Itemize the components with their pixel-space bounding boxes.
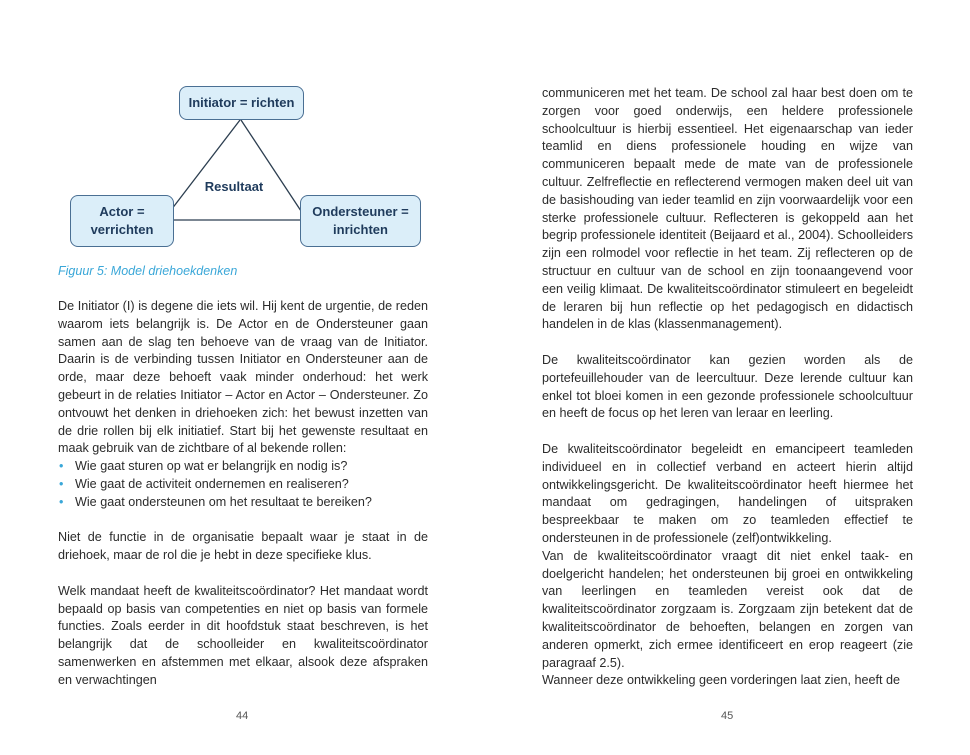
initiator-label: Initiator = richten	[188, 95, 295, 110]
left-paragraph-1: De Initiator (I) is degene die iets wil. Hij kent de urgentie, de reden waarom iets belangrijk is. De Actor en de Ondersteuner gaan samen aan de slag ten behoeve van de vraag van de Initiator. Daarin is de verbinding tussen Initiator en Ondersteuner aan de orde, maar deze behoeft vaak minder onderhoud: het werk gebeurt in de relaties Initiator – Actor en Actor – Ondersteuner. Zo ontvouwt het denken in driehoeken zich: het bewust inzetten van de drie rollen bij elk initiatief. Start bij het gewenste resultaat en maak gebruik van de zichtbare of al bekende rollen:	[58, 299, 428, 456]
list-item	[58, 458, 428, 476]
list-item-text: Wie gaat de activiteit ondernemen en realiseren?	[75, 476, 349, 491]
actor-node	[70, 195, 174, 247]
edge-initiator-ondersteuner	[241, 120, 303, 214]
bullet-icon: •	[59, 494, 64, 509]
ondersteuner-label-line2: inrichten	[333, 222, 388, 237]
right-paragraph-4: Van de kwaliteitscoördinator vraagt dit niet enkel taak- en doelgericht handelen; het ondersteunen bij groei en ontwikkeling van leerlingen en teamleden vereist ook dat de kwaliteitscoördinator zorgzaam is. Zorgzaam zijn betekent dat de kwaliteitscoördinator de behoeften, belangen en zorgen van anderen opmerkt, zich ermee identificeert en erop reageert (zie paragraaf 2.5).	[542, 548, 913, 670]
ondersteuner-node	[300, 195, 421, 247]
triangle-diagram	[0, 0, 485, 260]
list-item	[58, 494, 428, 512]
right-paragraph-1: communiceren met het team. De school zal haar best doen om te zorgen voor goed onderwijs, een heldere professionele schoolcultuur is hierbij essentieel. Het eigenaarschap van ieder teamlid en diens professionele houding en wijze van communiceren bepaalt mede de mate van de professionele cultuur. Zelfreflectie en reflecterend vermogen maken deel uit van de basishouding van ieder teamlid en zijn voorwaardelijk voor een sterke professionele cultuur. Reflecteren is gekoppeld aan het begrip professionele identiteit (Beijaard et al., 2004). Schoolleiders zijn een rolmodel voor reflectie in het team. Zij reflecteren op de structuur en cultuur van de school en zijn toonaangevend voor een veilig klimaat. De kwaliteitscoördinator stimuleert en begeleidt de leraren bij hun reflectie op het pedagogisch en didactisch handelen in de klas (klassenmanagement).	[542, 86, 913, 332]
right-paragraph-2: De kwaliteitscoördinator kan gezien worden als de portefeuillehouder van de leercultuur. Deze lerende cultuur kan enkel tot bloei komen in een gezonde professionele schoolcultuur en heeft de focus op het leren van leraar en leerling.	[542, 352, 913, 421]
list-item-text: Wie gaat sturen op wat er belangrijk en nodig is?	[75, 459, 348, 474]
page-number-left: 44	[236, 710, 249, 722]
bullet-icon: •	[59, 476, 64, 491]
list-item	[58, 476, 428, 494]
left-paragraph-2: Niet de functie in de organisatie bepaalt waar je staat in de driehoek, maar de rol die je hebt in deze specifieke klus.	[58, 530, 428, 563]
actor-label-line1: Actor =	[99, 204, 145, 219]
left-body-text	[58, 298, 428, 690]
edge-initiator-actor	[168, 120, 240, 214]
page-number-right: 45	[721, 710, 734, 722]
right-page	[485, 0, 970, 755]
resultaat-label: Resultaat	[204, 179, 264, 194]
figure-caption: Figuur 5: Model driehoekdenken	[58, 264, 238, 278]
right-body-text	[542, 85, 913, 690]
bullet-icon: •	[59, 459, 64, 474]
actor-label-line2: verrichten	[90, 222, 154, 237]
ondersteuner-label-line1: Ondersteuner =	[312, 204, 409, 219]
left-paragraph-3: Welk mandaat heeft de kwaliteitscoördinator? Het mandaat wordt bepaald op basis van competenties en niet op basis van formele functies. Zoals eerder in dit hoofdstuk staat beschreven, is het belangrijk dat de schoolleider en kwaliteitscoördinator samenwerken en afstemmen met elkaar, alsook deze afspraken en verwachtingen	[58, 583, 428, 687]
question-list	[58, 458, 428, 511]
right-paragraph-3: De kwaliteitscoördinator begeleidt en emancipeert teamleden individueel en in collectief verband en acteert hierin altijd ontwikkelingsgericht. De kwaliteitscoördinator heeft hiermee het mandaat om gedragingen, handelingen of uitspraken bespreekbaar te maken om zo teamleden effectief te ondersteunen in de professionele (zelf)ontwikkeling.	[542, 441, 913, 545]
list-item-text: Wie gaat ondersteunen om het resultaat te bereiken?	[75, 494, 372, 509]
initiator-node	[179, 86, 304, 120]
right-paragraph-5: Wanneer deze ontwikkeling geen vorderingen laat zien, heeft de	[542, 673, 900, 688]
